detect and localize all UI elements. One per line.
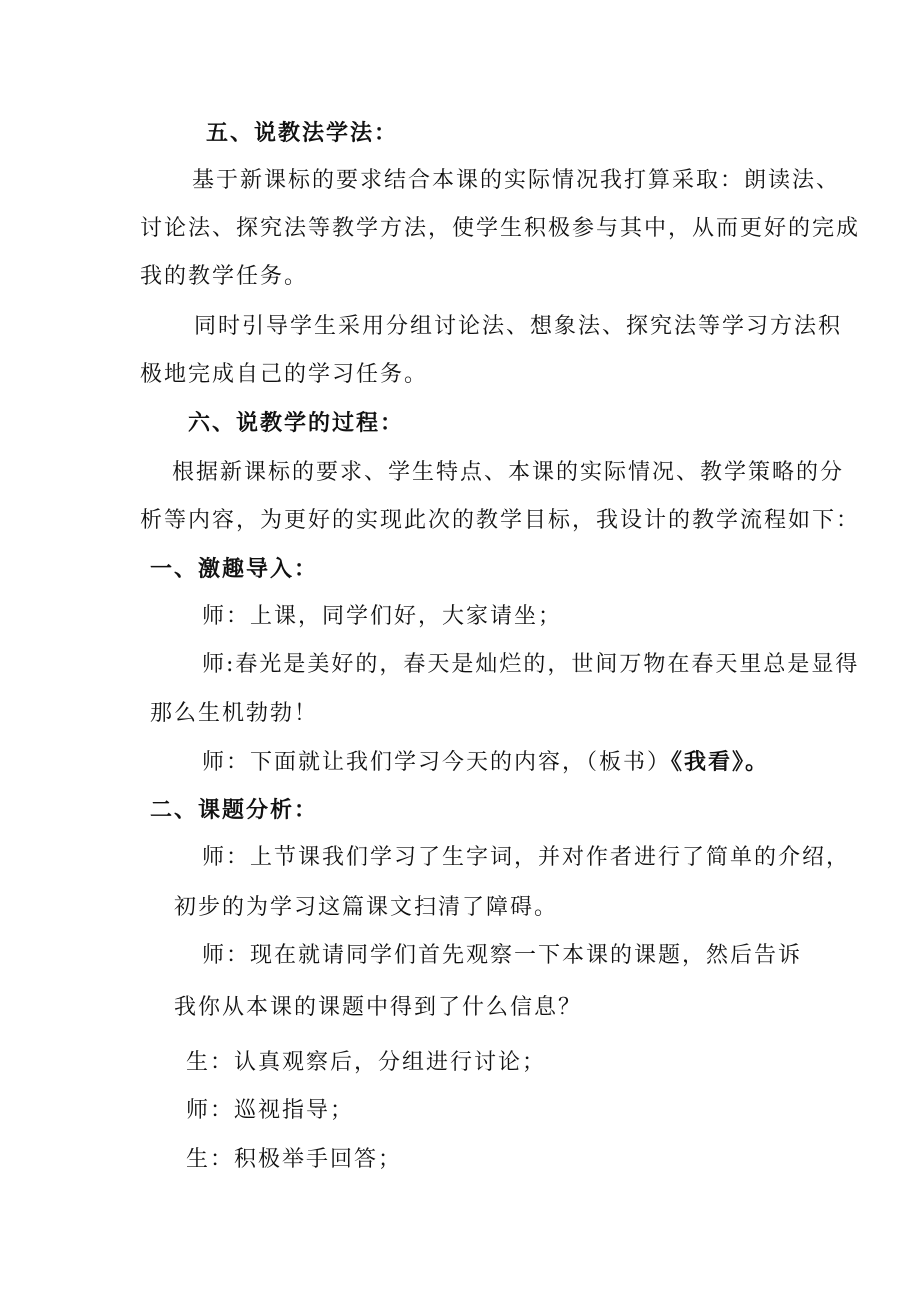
dialogue-line: 我你从本课的课题中得到了什么信息？ [174, 995, 583, 1020]
paragraph-line: 析等内容，为更好的实现此次的教学目标，我设计的教学流程如下： [140, 508, 861, 533]
section-six-heading: 六、说教学的过程： [188, 410, 405, 436]
step-one-heading: 一、激趣导入： [150, 556, 319, 582]
dialogue-line: 师:春光是美好的，春天是灿烂的，世间万物在春天里总是显得 [202, 652, 860, 677]
dialogue-line: 生：认真观察后，分组进行讨论； [186, 1050, 547, 1075]
step-two-heading: 二、课题分析： [150, 797, 319, 823]
dialogue-line: 师：上节课我们学习了生字词，并对作者进行了简单的介绍， [202, 845, 851, 870]
paragraph-line: 我的教学任务。 [140, 264, 309, 289]
dialogue-line: 师：巡视指导； [186, 1098, 355, 1123]
dialogue-line: 生：积极举手回答； [186, 1147, 403, 1172]
book-title: 《我看》。 [671, 749, 770, 775]
paragraph-line: 极地完成自己的学习任务。 [140, 362, 429, 387]
paragraph-line: 讨论法、探究法等教学方法，使学生积极参与其中，从而更好的完成 [140, 216, 861, 241]
paragraph-line: 同时引导学生采用分组讨论法、想象法、探究法等学习方法积 [194, 314, 843, 339]
paragraph-line: 基于新课标的要求结合本课的实际情况我打算采取：朗读法、 [192, 168, 841, 193]
dialogue-line: 师：上课，同学们好，大家请坐； [202, 604, 563, 629]
dialogue-text: 师：下面就让我们学习今天的内容，（板书） [202, 750, 672, 775]
dialogue-line [202, 747, 769, 778]
dialogue-line: 初步的为学习这篇课文扫清了障碍。 [174, 895, 559, 920]
section-five-heading: 五、说教法学法： [206, 120, 399, 146]
dialogue-line: 那么生机勃勃！ [150, 701, 319, 726]
paragraph-line: 根据新课标的要求、学生特点、本课的实际情况、教学策略的分 [172, 460, 845, 485]
dialogue-line: 师：现在就请同学们首先观察一下本课的课题，然后告诉 [202, 943, 803, 968]
